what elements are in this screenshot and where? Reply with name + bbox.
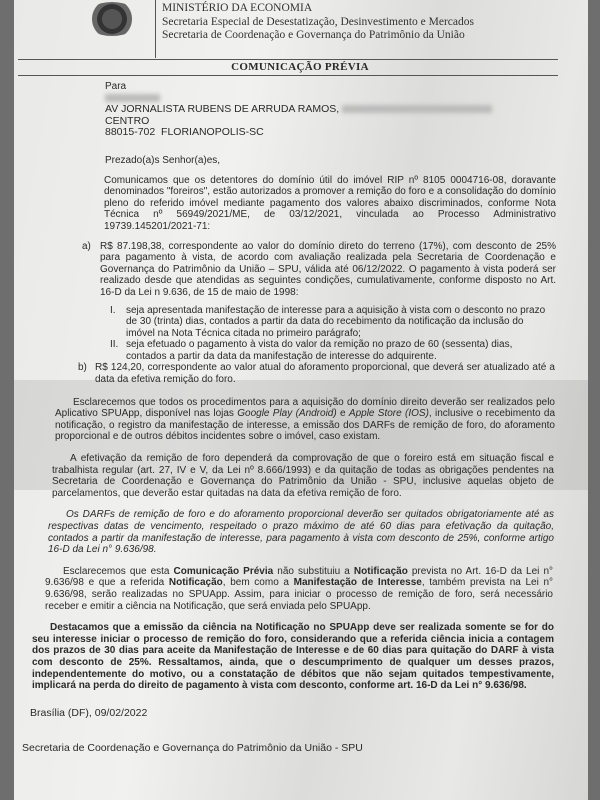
signature: Secretaria de Coordenação e Governança do Patrimônio da União - SPU xyxy=(22,742,363,755)
p4-s2: não substituiu a xyxy=(273,565,354,577)
place-date: Brasília (DF), 09/02/2022 xyxy=(30,706,148,719)
p3-text: Os DARFs de remição de foro e do aforamento proporcional deverão ser quitados obrigatoriamente até as respectivas datas de vencimento, respeitado o prazo máximo de até 60 dias para efetivação da quitação, contados a partir da manifestação de interesse, para pagamento à vista com desconto de 25%, conforme artigo 16-D da Lei n° 9.636/98. xyxy=(48,509,554,556)
paragraph-darfs xyxy=(48,509,554,555)
recipient-address-line3: 88015-702 FLORIANOPOLIS-SC xyxy=(105,126,264,139)
item-i-text: seja apresentada manifestação de interesse para a aquisição à vista com o desconto no prazo de 30 (trinta) dias, contados a partir da data do recebimento da notificação da inclusão do imóvel na Nota Técnica citada no primeiro parágrafo; xyxy=(126,304,546,339)
p1-text-a: Esclarecemos que todos os procedimentos para a aquisição do domínio direito deverão ser realizados pelo Aplicativo SPUApp, disponível nas lojas xyxy=(55,396,555,420)
paragraph-comunicacao xyxy=(45,566,553,612)
p4-s3: prevista no Art. 16-D da Lei n° 9.636/98 e que a referida xyxy=(45,565,554,589)
item-b-text: R$ 124,20, correspondente ao valor atual do aforamento proporcional, que deverá ser atualizado até a data da efetiva remição do foro. xyxy=(95,362,555,386)
item-i xyxy=(110,305,546,340)
document-title: COMUNICAÇÃO PRÉVIA xyxy=(231,61,369,73)
p4-s5: , também prevista na Lei n° 9.636/98, serão realizadas no SPUApp. Assim, para iniciar o processo de remição de foro, será necessário receber e emitir a ciência na Notificação, que será enviada pelo SPUApp. xyxy=(45,577,554,612)
address-redacted xyxy=(342,105,492,113)
greeting: Prezado(a)s Senhor(a)es, xyxy=(105,154,221,166)
item-b-label: b) xyxy=(78,362,87,374)
p1-text-e: e xyxy=(336,408,349,420)
p2-text: A efetivação da remição de foro dependerá da comprovação de que o foreiro está em situação fiscal e trabalhista regular (art. 27, IV e V, da Lei nº 8.666/1993) e da quitação de todas as obrigações pendentes na Secretaria de Coordenação e Governança do Patrimônio da União - SPU, inclusive aquelas objeto de parcelamentos, que deverão estar quitadas na data da efetiva remição de foro. xyxy=(52,453,554,499)
secretaria: Secretaria de Coordenação e Governança do Patrimônio da União xyxy=(162,29,465,41)
p5-text: Destacamos que a emissão da ciência na Notificação no SPUApp deve ser realizada somente se for do seu interesse iniciar o processo de remição do foro, considerando que a referida ciência inicia a contagem dos prazos de 30 dias para aceite da Manifestação de Interesse e de 60 dias para quitação do DARF à vista com desconto de 25%. Ressaltamos, ainda, que o descumprimento de qualquer um desses prazos, independentemente do motivo, ou a constatação de débitos que não sejam quitados tempestivamente, implicará na perda do direito de pagamento à vista com desconto, conforme art. 16-D da Lei n° 9.636/98. xyxy=(32,622,554,692)
secretaria-especial: Secretaria Especial de Desestatização, Desinvestimento e Mercados xyxy=(162,16,474,28)
item-ii-text: seja efetuado o pagamento à vista do valor da remição no prazo de 60 (sessenta) dias, contados a partir da data da manifestação de interesse do adquirente. xyxy=(126,339,513,362)
google-play-text: Google Play (Android) xyxy=(237,408,337,420)
recipient-label: Para xyxy=(105,81,127,92)
paragraph-efetivacao xyxy=(52,453,554,499)
item-ii xyxy=(110,339,546,362)
item-a-text: R$ 87.198,38, correspondente ao valor do domínio direto do terreno (17%), com desconto de 25% para pagamento à vista, de acordo com avaliação realizada pela Secretaria de Coordenação e Governança do Patrimônio da União – SPU, válida até 06/12/2022. O pagamento à vista poderá ser realizado desde que atendidas as seguintes condições, cumulativamente, conforme disposto no Art. 16-D da Lei n 9.636, de 15 de maio de 1998: xyxy=(100,240,556,298)
intro-paragraph: Comunicamos que os detentores do domínio útil do imóvel RIP nº 8105 0004716-08, doravante denominados "foreiros", estão autorizados a promover a remição do foro e a consolidação do domínio pleno do referido imóvel mediante pagamento dos valores abaixo discriminados, conforme Nota Técnica nº 56949/2021/ME, de 03/12/2021, vinculada ao Processo Administrativo 19739.145201/2021-71: xyxy=(104,174,556,232)
item-b xyxy=(78,362,555,385)
p4-s4: , bem como a xyxy=(222,577,294,589)
item-a-label: a) xyxy=(82,240,91,252)
recipient-address-line1 xyxy=(105,104,600,116)
p4-b2: Notificação xyxy=(353,565,408,577)
p4-b4: Manifestação de Interesse xyxy=(293,577,422,589)
p1-text-b: , inclusive o recebimento da notificação, o registro da manifestação de interesse, a emissão dos DARFs de remição de foro, do aforamento proporcional e de outros débitos incidentes sobre o imóvel, caso existam. xyxy=(55,408,556,443)
p4-b3: Notificação xyxy=(168,577,223,589)
item-ii-label: II. xyxy=(110,339,119,351)
address-street: AV JORNALISTA RUBENS DE ARRUDA RAMOS, xyxy=(105,103,340,116)
recipient-address-line2: CENTRO xyxy=(105,114,150,127)
p4-s1: Esclarecemos que esta xyxy=(63,565,174,577)
apple-store-text: Apple Store (IOS) xyxy=(348,408,429,420)
p4-b1: Comunicação Prévia xyxy=(173,565,274,577)
item-i-label: I. xyxy=(110,304,116,316)
item-a xyxy=(82,241,556,299)
paragraph-destacamos xyxy=(32,622,554,692)
paragraph-spuapp xyxy=(55,397,555,443)
ministry-name: MINISTÉRIO DA ECONOMIA xyxy=(162,2,313,14)
